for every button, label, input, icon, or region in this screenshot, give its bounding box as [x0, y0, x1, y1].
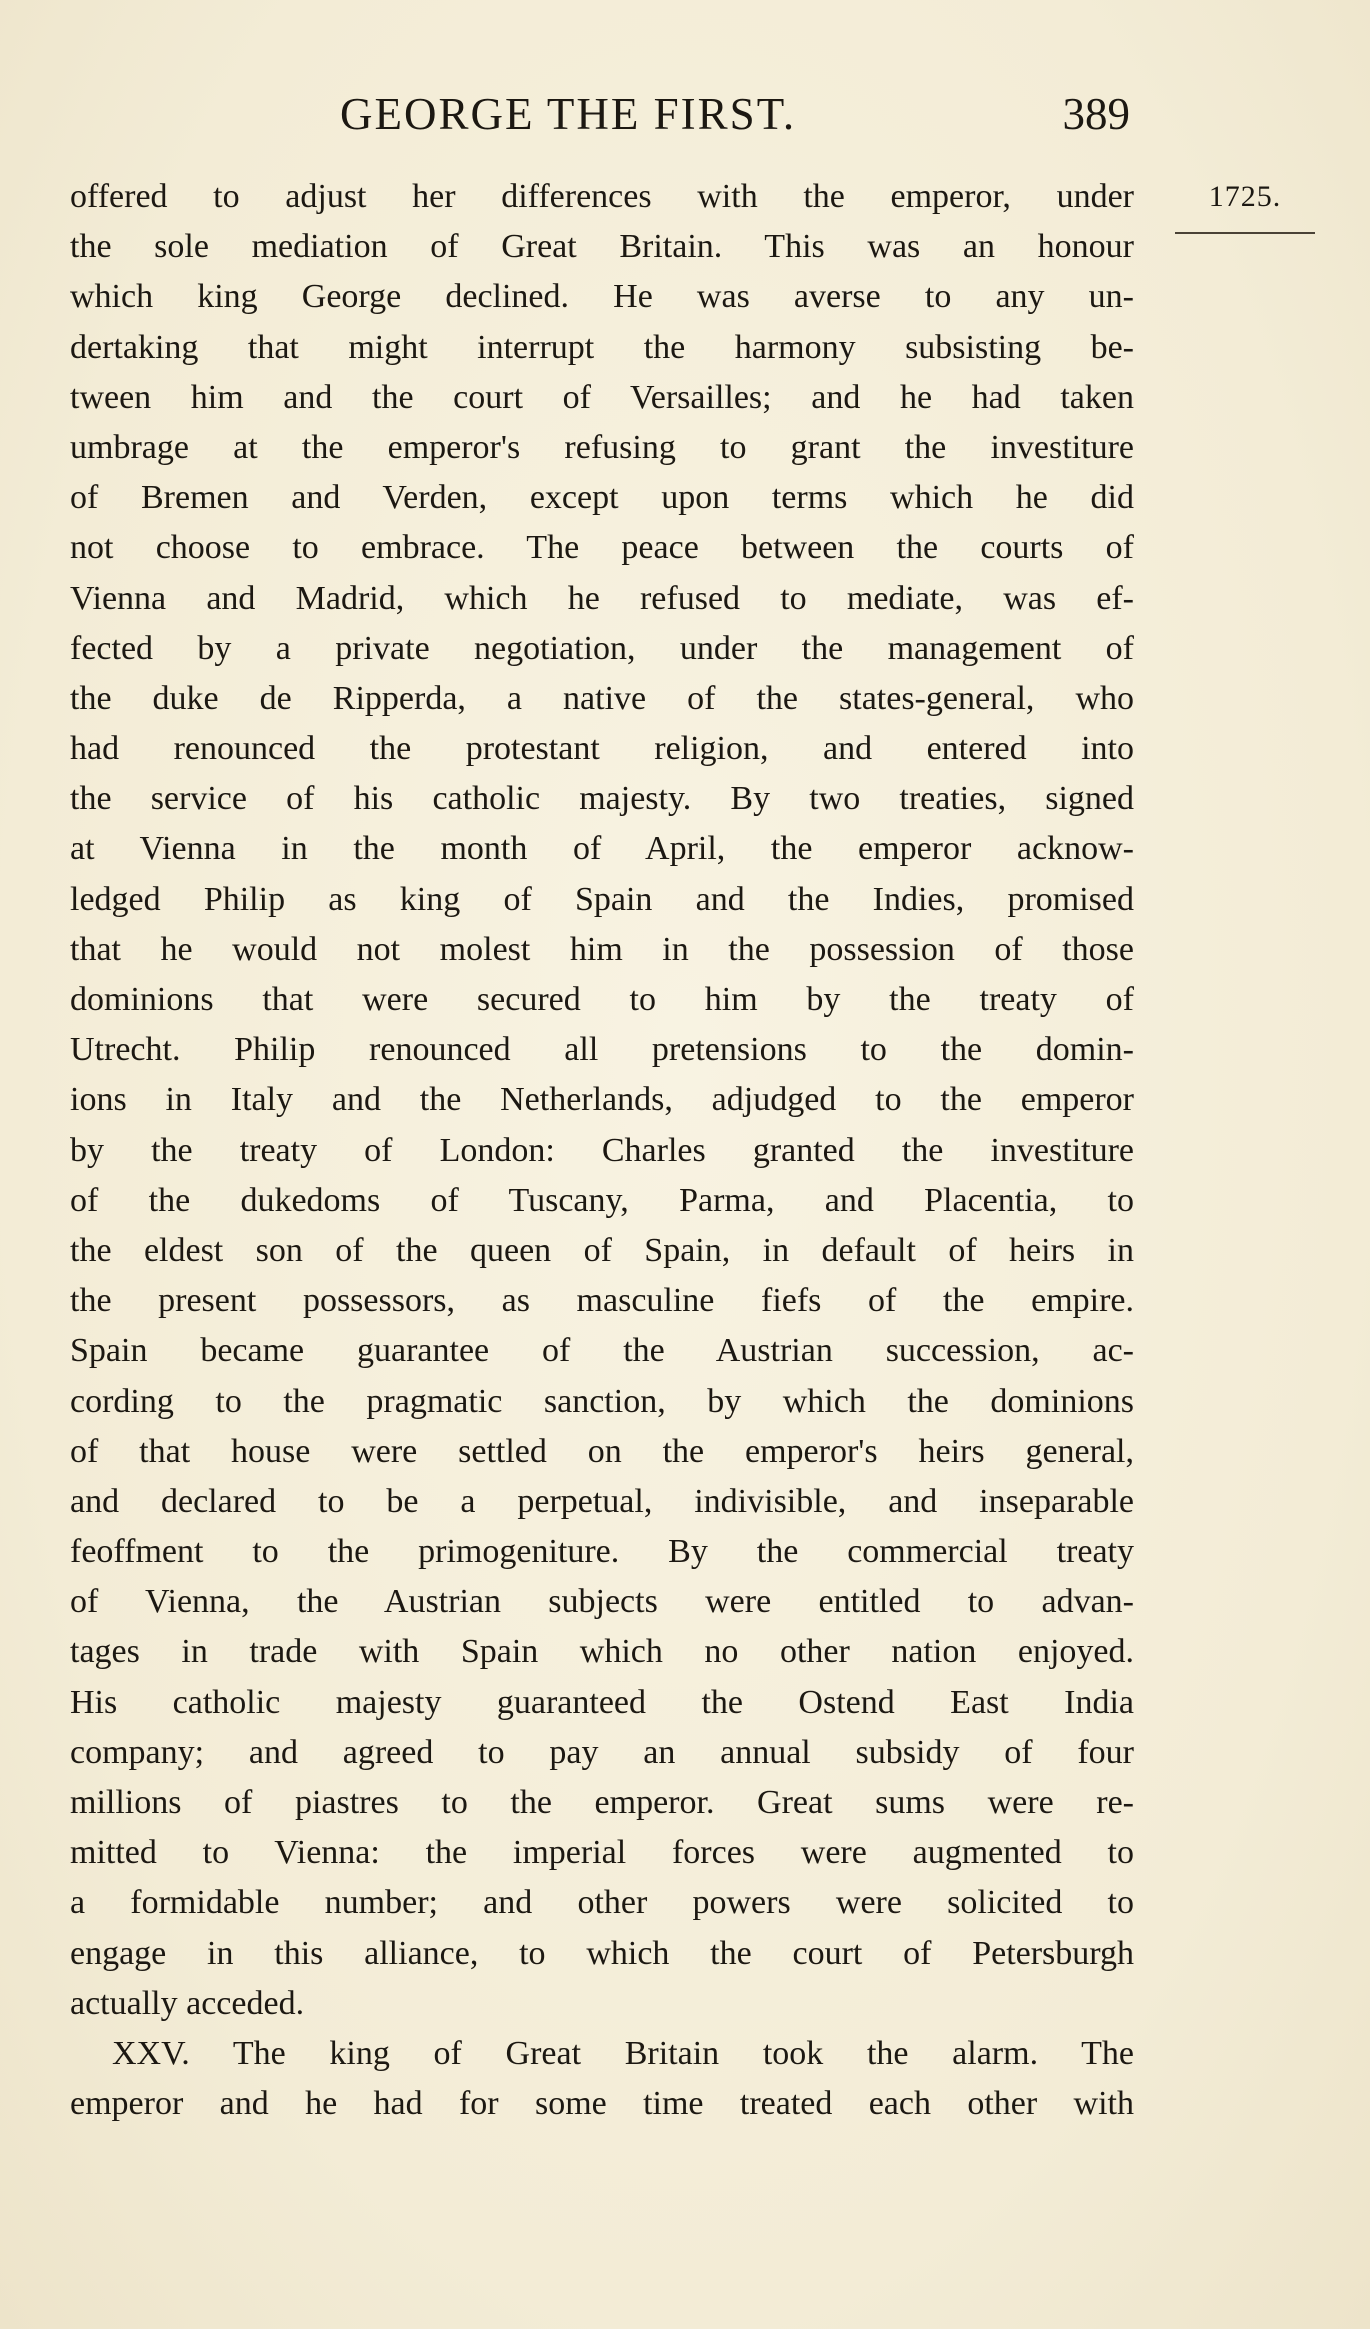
text-line: by the treaty of London: Charles granted the investiture [70, 1131, 1134, 1169]
text-line: tages in trade with Spain which no other nation enjoyed. [70, 1633, 1134, 1671]
text-line: ions in Italy and the Netherlands, adjudged to the emperor [70, 1081, 1134, 1119]
text-line: the eldest son of the queen of Spain, in default of heirs in [70, 1231, 1134, 1269]
text-line: mitted to Vienna: the imperial forces were augmented to [70, 1834, 1134, 1872]
text-line: not choose to embrace. The peace between the courts of [70, 529, 1134, 567]
page-number: 389 [1062, 89, 1130, 139]
text-line: had renounced the protestant religion, and entered into [70, 730, 1134, 768]
marginal-year: 1725. [1208, 180, 1282, 213]
marginal-note [1170, 180, 1320, 234]
text-line: dominions that were secured to him by the treaty of [70, 981, 1134, 1018]
text-line: Spain became guarantee of the Austrian succession, ac- [70, 1332, 1134, 1370]
text-line: engage in this alliance, to which the court of Petersburgh [70, 1934, 1134, 1972]
text-line: umbrage at the emperor's refusing to grant the investiture [70, 428, 1134, 466]
body-text [70, 172, 1134, 2129]
running-title: GEORGE THE FIRST. [340, 89, 797, 139]
text-line: that he would not molest him in the possession of those [70, 930, 1134, 968]
text-line: actually acceded. [70, 1984, 305, 2022]
text-line: a formidable number; and other powers were solicited to [70, 1884, 1134, 1922]
text-line: Vienna and Madrid, which he refused to mediate, was ef- [70, 579, 1134, 617]
text-line: of that house were settled on the emperor's heirs general, [70, 1432, 1134, 1470]
running-head [70, 88, 1130, 148]
text-line: fected by a private negotiation, under the management of [70, 629, 1134, 667]
text-line: cording to the pragmatic sanction, by which the dominions [70, 1382, 1134, 1420]
text-line: at Vienna in the month of April, the emperor acknow- [70, 830, 1134, 868]
text-line: millions of piastres to the emperor. Great sums were re- [70, 1784, 1134, 1821]
text-line: emperor and he had for some time treated each other with [70, 2085, 1134, 2123]
text-line: feoffment to the primogeniture. By the commercial treaty [70, 1533, 1134, 1571]
text-line: the present possessors, as masculine fiefs of the empire. [70, 1282, 1134, 1320]
text-line: which king George declined. He was averse to any un- [70, 278, 1134, 316]
text-line: Utrecht. Philip renounced all pretensions to the domin- [70, 1031, 1134, 1069]
text-line: the duke de Ripperda, a native of the states-general, who [70, 679, 1134, 717]
text-line: of the dukedoms of Tuscany, Parma, and Placentia, to [70, 1181, 1134, 1219]
text-line: ledged Philip as king of Spain and the Indies, promised [70, 880, 1134, 918]
text-line: tween him and the court of Versailles; and he had taken [70, 378, 1134, 416]
text-line: of Vienna, the Austrian subjects were entitled to advan- [70, 1583, 1134, 1621]
section-opening-line: XXV. The king of Great Britain took the alarm. The [112, 2034, 1134, 2072]
text-line: and declared to be a perpetual, indivisible, and inseparable [70, 1482, 1134, 1520]
text-line: of Bremen and Verden, except upon terms which he did [70, 479, 1134, 517]
text-line: the sole mediation of Great Britain. This was an honour [70, 228, 1134, 266]
marginal-rule [1175, 232, 1315, 234]
text-line: offered to adjust her differences with the emperor, under [70, 178, 1134, 215]
text-line: dertaking that might interrupt the harmony subsisting be- [70, 328, 1134, 366]
text-line: His catholic majesty guaranteed the Ostend East India [70, 1683, 1134, 1721]
text-line: the service of his catholic majesty. By two treaties, signed [70, 780, 1134, 818]
text-line: company; and agreed to pay an annual subsidy of four [70, 1733, 1134, 1771]
